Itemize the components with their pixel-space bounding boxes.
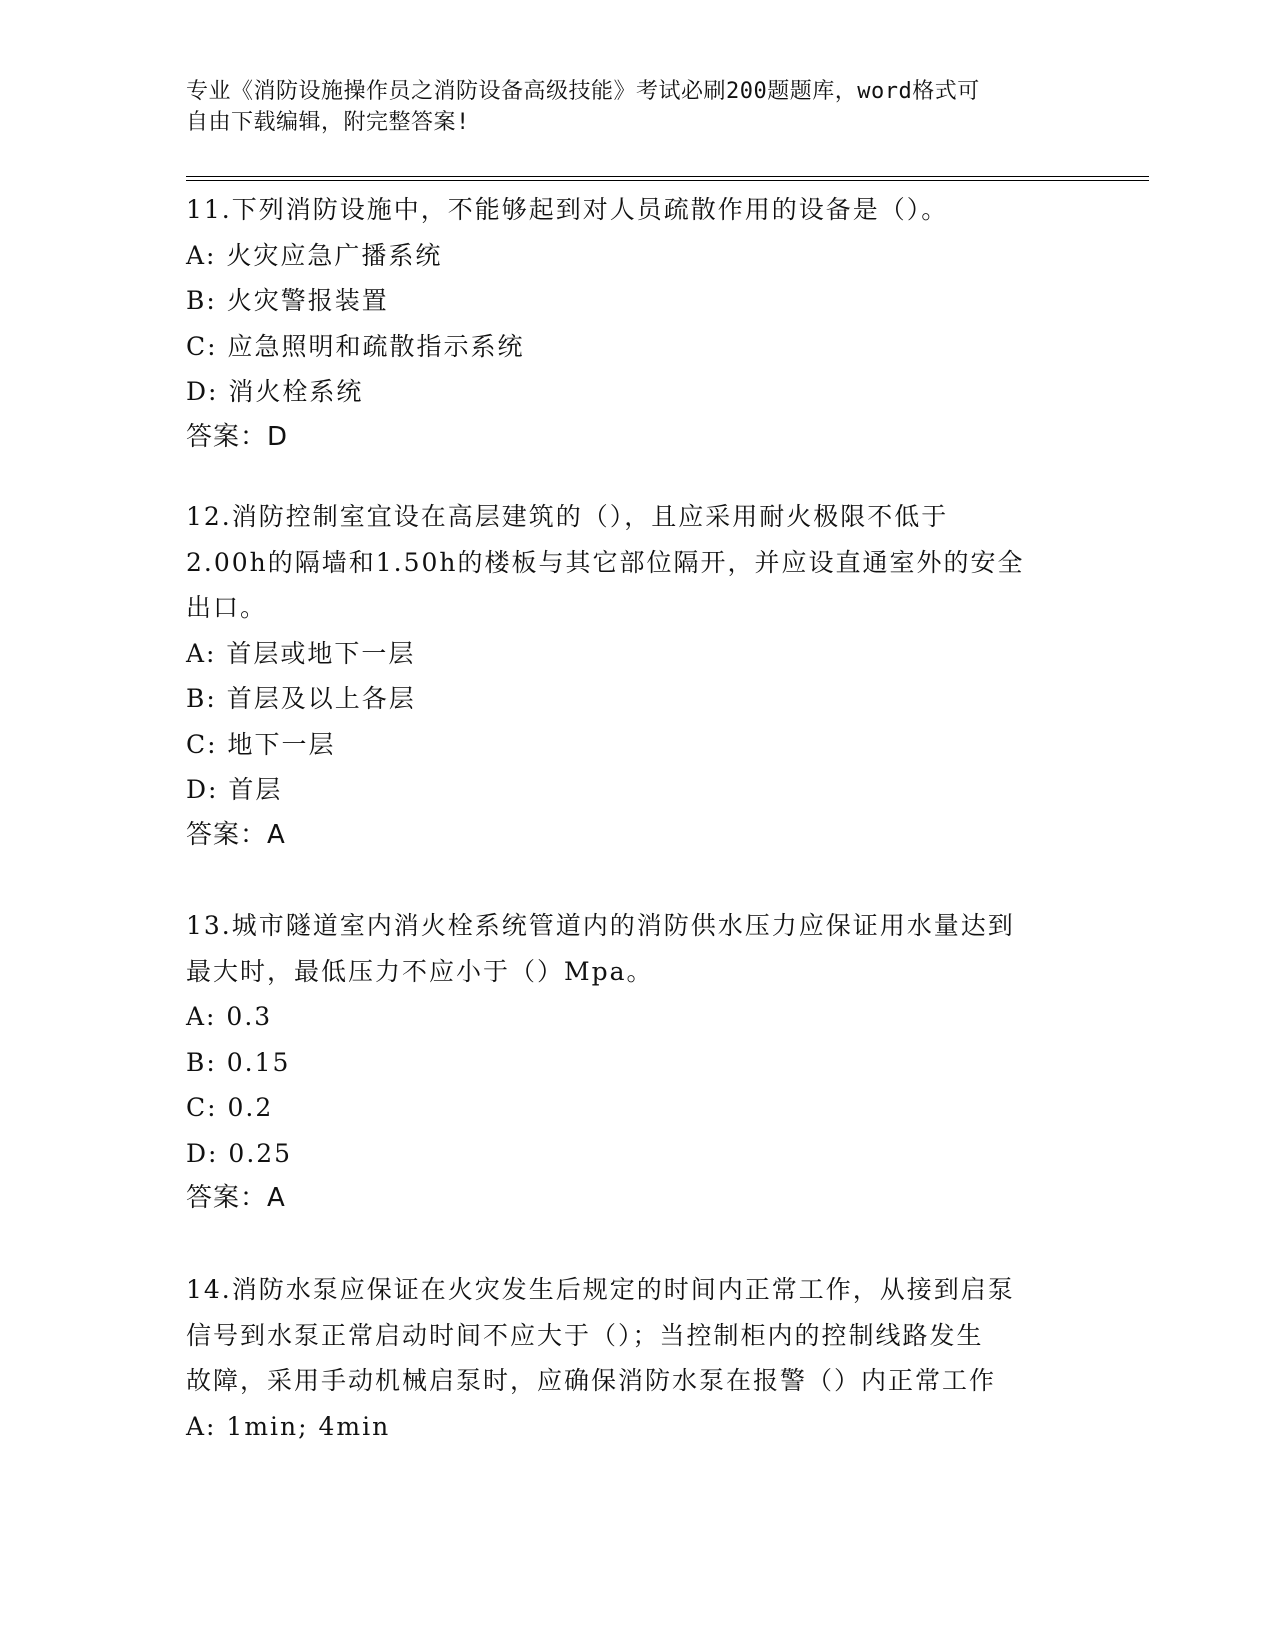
answer: 答案：D [186, 421, 289, 452]
option-c: C: 应急照明和疏散指示系统 [186, 331, 525, 361]
option-b: B: 0.15 [186, 1047, 291, 1077]
option-c: C: 0.2 [186, 1093, 274, 1122]
question-stem-line-2: 2.00h的隔墙和1.50h的楼板与其它部位隔开，并应设直通室外的安全 [186, 547, 1025, 577]
header-line-2: 自由下载编辑，附完整答案! [186, 110, 470, 135]
question-14 [186, 1267, 1086, 1449]
answer: 答案：A [186, 819, 286, 850]
option-d: D: 首层 [186, 775, 283, 804]
question-stem-line-2: 最大时，最低压力不应小于（）Mpa。 [186, 956, 654, 986]
option-a: A: 0.3 [186, 1002, 273, 1031]
question-13 [186, 903, 1086, 1222]
option-d: D: 0.25 [186, 1138, 293, 1168]
option-d: D: 消火栓系统 [186, 377, 364, 406]
question-stem-line-1: 13.城市隧道室内消火栓系统管道内的消防供水压力应保证用水量达到 [186, 911, 1015, 940]
option-a: A: 首层或地下一层 [186, 638, 416, 668]
question-stem: 11.下列消防设施中，不能够起到对人员疏散作用的设备是（）。 [186, 195, 949, 224]
header-line-1: 专业《消防设施操作员之消防设备高级技能》考试必刷200题题库，word格式可 [186, 79, 980, 104]
question-stem-line-3: 故障，采用手动机械启泵时，应确保消防水泵在报警（）内正常工作 [186, 1366, 997, 1395]
option-b: B: 火灾警报装置 [186, 286, 389, 315]
divider-thin [186, 180, 1149, 181]
question-11 [186, 187, 1086, 460]
option-a: A: 火灾应急广播系统 [186, 240, 443, 270]
divider-thick [186, 176, 1149, 177]
header-divider [186, 176, 1149, 181]
answer: 答案：A [186, 1183, 286, 1213]
question-stem-line-2: 信号到水泵正常启动时间不应大于（）；当控制柜内的控制线路发生 [186, 1320, 984, 1350]
option-a: A: 1min; 4min [186, 1411, 391, 1441]
document-header [186, 76, 1066, 138]
question-stem-line-1: 12.消防控制室宜设在高层建筑的（），且应采用耐火极限不低于 [186, 502, 949, 531]
option-b: B: 首层及以上各层 [186, 684, 416, 713]
question-stem-line-1: 14.消防水泵应保证在火灾发生后规定的时间内正常工作，从接到启泵 [186, 1275, 1015, 1304]
question-stem-line-3: 出口。 [186, 593, 268, 622]
question-12 [186, 494, 1086, 858]
option-c: C: 地下一层 [186, 729, 336, 759]
